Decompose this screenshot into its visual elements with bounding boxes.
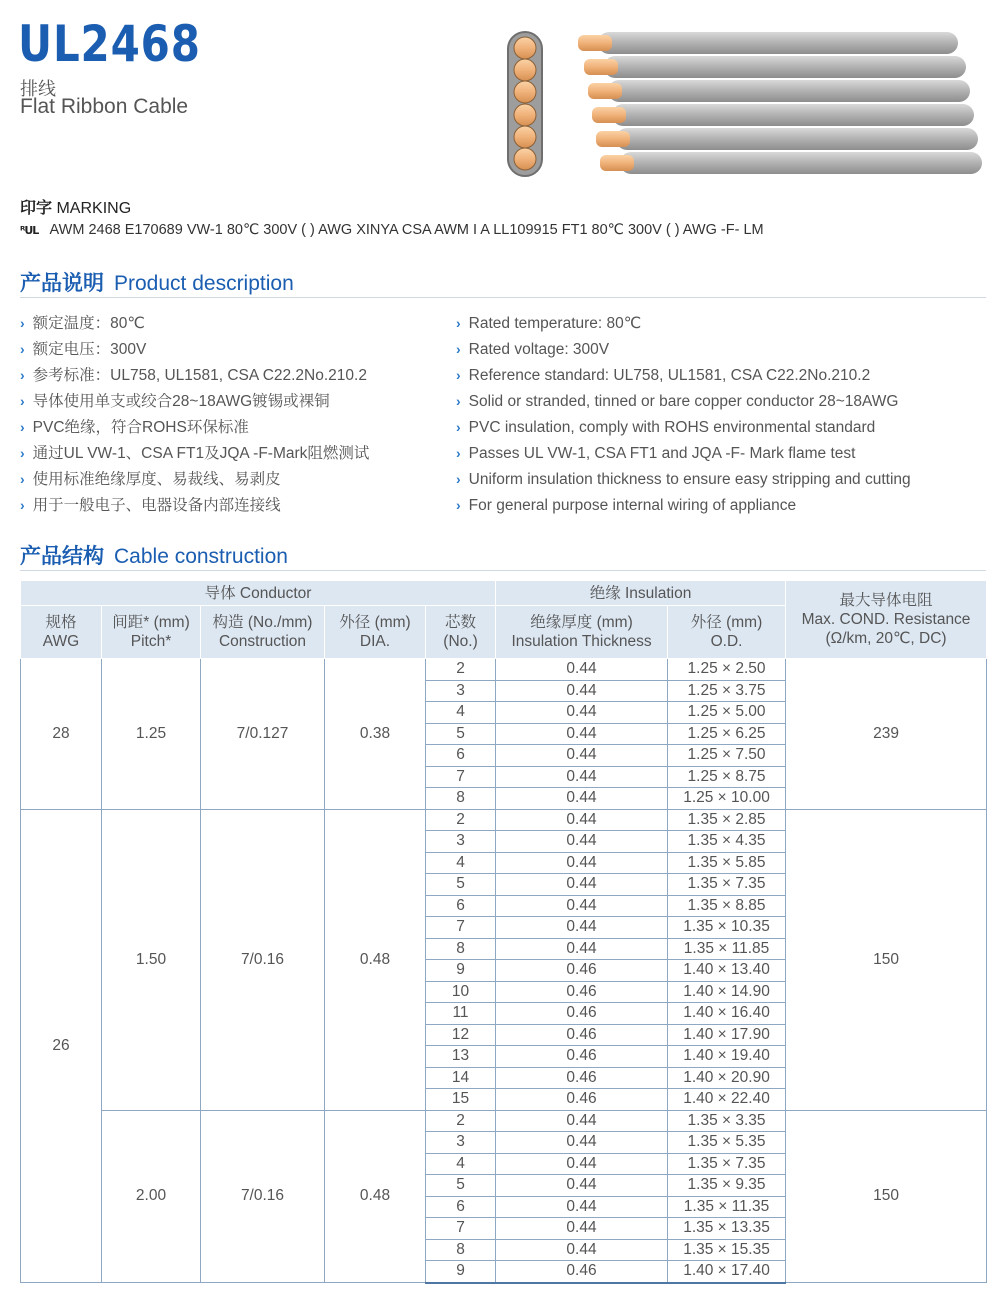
description-item bbox=[456, 362, 911, 388]
no-cell: 2 bbox=[426, 1110, 496, 1132]
thickness-cell: 0.46 bbox=[496, 1024, 668, 1046]
table-row bbox=[21, 809, 987, 831]
group-insulation-header: 绝缘 Insulation bbox=[496, 581, 786, 606]
product-title: UL2468 bbox=[18, 15, 201, 73]
thickness-cell: 0.46 bbox=[496, 1261, 668, 1283]
heading-en: Product description bbox=[114, 272, 294, 295]
construction-cell: 7/0.127 bbox=[201, 659, 325, 810]
description-item bbox=[456, 310, 911, 336]
description-item-text: 使用标准绝缘厚度、易裁线、易剥皮 bbox=[32, 471, 281, 488]
ul-logo-icon: ᴿUL bbox=[20, 224, 39, 237]
thickness-cell: 0.44 bbox=[496, 723, 668, 745]
chevron-right-icon: › bbox=[456, 367, 461, 383]
thickness-cell: 0.46 bbox=[496, 960, 668, 982]
no-cell: 7 bbox=[426, 917, 496, 939]
marking-title-cn: 印字 bbox=[20, 200, 53, 217]
od-cell: 1.25 × 3.75 bbox=[668, 680, 786, 702]
product-subtitle-en: Flat Ribbon Cable bbox=[20, 95, 189, 118]
chevron-right-icon: › bbox=[456, 445, 461, 461]
header-en: O.D. bbox=[710, 633, 743, 650]
od-cell: 1.35 × 7.35 bbox=[668, 874, 786, 896]
awg-cell: 26 bbox=[21, 809, 102, 1283]
thickness-cell: 0.46 bbox=[496, 1089, 668, 1111]
header-cn: 外径 (mm) bbox=[339, 614, 411, 631]
no-cell: 6 bbox=[426, 895, 496, 917]
marking-title bbox=[20, 195, 131, 218]
od-cell: 1.40 × 14.90 bbox=[668, 981, 786, 1003]
od-cell: 1.35 × 5.85 bbox=[668, 852, 786, 874]
thickness-cell: 0.44 bbox=[496, 1153, 668, 1175]
od-cell: 1.35 × 4.35 bbox=[668, 831, 786, 853]
description-item bbox=[20, 388, 369, 414]
chevron-right-icon: › bbox=[20, 367, 25, 383]
heading-en: Cable construction bbox=[114, 545, 288, 568]
thickness-cell: 0.44 bbox=[496, 852, 668, 874]
no-cell: 5 bbox=[426, 1175, 496, 1197]
no-cell: 3 bbox=[426, 1132, 496, 1154]
no-cell: 3 bbox=[426, 680, 496, 702]
thickness-cell: 0.44 bbox=[496, 766, 668, 788]
thickness-cell: 0.44 bbox=[496, 680, 668, 702]
cable-strands-icon bbox=[578, 32, 982, 174]
od-cell: 1.40 × 20.90 bbox=[668, 1067, 786, 1089]
description-item-text: 额定温度：80℃ bbox=[32, 315, 145, 332]
chevron-right-icon: › bbox=[20, 471, 25, 487]
od-cell: 1.35 × 2.85 bbox=[668, 809, 786, 831]
thickness-cell: 0.44 bbox=[496, 1239, 668, 1261]
od-cell: 1.35 × 3.35 bbox=[668, 1110, 786, 1132]
od-cell: 1.40 × 17.40 bbox=[668, 1261, 786, 1283]
heading-cn: 产品结构 bbox=[20, 545, 104, 568]
resistance-cell: 239 bbox=[786, 659, 987, 810]
dia-cell: 0.38 bbox=[325, 659, 426, 810]
awg-cell: 28 bbox=[21, 659, 102, 810]
thickness-cell: 0.46 bbox=[496, 1067, 668, 1089]
cross-section-icon bbox=[508, 32, 542, 176]
description-item-text: PVC insulation, comply with ROHS environmental standard bbox=[468, 419, 876, 436]
header-en: AWG bbox=[42, 633, 80, 650]
product-subtitle-cn: 排线 bbox=[20, 79, 56, 99]
no-cell: 8 bbox=[426, 938, 496, 960]
od-cell: 1.25 × 2.50 bbox=[668, 659, 786, 681]
construction-table bbox=[20, 580, 987, 1284]
od-header bbox=[668, 606, 786, 659]
pitch-cell: 1.25 bbox=[102, 659, 201, 810]
chevron-right-icon: › bbox=[456, 497, 461, 513]
no-cell: 11 bbox=[426, 1003, 496, 1025]
description-item bbox=[20, 414, 369, 440]
marking-text: AWM 2468 E170689 VW-1 80℃ 300V ( ) AWG XINYA CSA AWM I A LL109915 FT1 80℃ 300V ( ) AWG -F- LM bbox=[49, 222, 764, 238]
description-item bbox=[456, 336, 911, 362]
cable-construction-heading bbox=[20, 540, 986, 571]
chevron-right-icon: › bbox=[20, 315, 25, 331]
no-cell: 6 bbox=[426, 1196, 496, 1218]
od-cell: 1.25 × 10.00 bbox=[668, 788, 786, 810]
no-cell: 9 bbox=[426, 960, 496, 982]
description-list-cn bbox=[20, 310, 369, 518]
description-item-text: Passes UL VW-1, CSA FT1 and JQA -F- Mark flame test bbox=[468, 445, 856, 462]
no-cell: 13 bbox=[426, 1046, 496, 1068]
od-cell: 1.35 × 10.35 bbox=[668, 917, 786, 939]
description-item bbox=[456, 466, 911, 492]
awg-header bbox=[21, 606, 102, 659]
od-cell: 1.35 × 15.35 bbox=[668, 1239, 786, 1261]
no-cell: 2 bbox=[426, 809, 496, 831]
product-description-heading bbox=[20, 267, 986, 298]
no-cell: 3 bbox=[426, 831, 496, 853]
description-item-text: 用于一般电子、电器设备内部连接线 bbox=[32, 497, 281, 514]
description-item-text: 导体使用单支或绞合28~18AWG镀锡或裸铜 bbox=[32, 393, 330, 410]
description-item-text: 通过UL VW-1、CSA FT1及JQA -F-Mark阻燃测试 bbox=[32, 445, 370, 462]
chevron-right-icon: › bbox=[20, 419, 25, 435]
od-cell: 1.35 × 11.35 bbox=[668, 1196, 786, 1218]
chevron-right-icon: › bbox=[20, 393, 25, 409]
od-cell: 1.35 × 8.85 bbox=[668, 895, 786, 917]
description-item bbox=[456, 440, 911, 466]
thickness-cell: 0.44 bbox=[496, 1218, 668, 1240]
construction-cell: 7/0.16 bbox=[201, 809, 325, 1110]
od-cell: 1.35 × 7.35 bbox=[668, 1153, 786, 1175]
description-item bbox=[20, 310, 369, 336]
no-cell: 14 bbox=[426, 1067, 496, 1089]
heading-cn: 产品说明 bbox=[20, 272, 104, 295]
od-cell: 1.40 × 22.40 bbox=[668, 1089, 786, 1111]
no-cell: 6 bbox=[426, 745, 496, 767]
header-cn: 芯数 bbox=[445, 614, 477, 631]
no-cell: 8 bbox=[426, 788, 496, 810]
thickness-cell: 0.44 bbox=[496, 874, 668, 896]
thickness-cell: 0.46 bbox=[496, 1046, 668, 1068]
resistance-header bbox=[786, 581, 987, 659]
table-row bbox=[21, 1110, 987, 1132]
description-item-text: Uniform insulation thickness to ensure easy stripping and cutting bbox=[468, 471, 911, 488]
od-cell: 1.35 × 13.35 bbox=[668, 1218, 786, 1240]
no-cell: 5 bbox=[426, 874, 496, 896]
resistance-cell: 150 bbox=[786, 809, 987, 1110]
od-cell: 1.35 × 5.35 bbox=[668, 1132, 786, 1154]
od-cell: 1.40 × 13.40 bbox=[668, 960, 786, 982]
chevron-right-icon: › bbox=[456, 471, 461, 487]
no-cell: 2 bbox=[426, 659, 496, 681]
marking-title-en: MARKING bbox=[56, 200, 132, 217]
thickness-cell: 0.44 bbox=[496, 895, 668, 917]
description-item bbox=[20, 492, 369, 518]
header-cn: 外径 (mm) bbox=[690, 614, 763, 631]
chevron-right-icon: › bbox=[456, 393, 461, 409]
thickness-cell: 0.44 bbox=[496, 1110, 668, 1132]
no-cell: 7 bbox=[426, 766, 496, 788]
chevron-right-icon: › bbox=[456, 341, 461, 357]
header-en: Construction bbox=[218, 633, 306, 650]
pitch-cell: 1.50 bbox=[102, 809, 201, 1110]
thickness-cell: 0.46 bbox=[496, 1003, 668, 1025]
header-en: Insulation Thickness bbox=[511, 633, 652, 650]
thickness-cell: 0.44 bbox=[496, 702, 668, 724]
thickness-cell: 0.44 bbox=[496, 917, 668, 939]
resistance-header-unit: (Ω/km, 20℃, DC) bbox=[825, 630, 947, 647]
thickness-cell: 0.44 bbox=[496, 1132, 668, 1154]
table-row bbox=[21, 659, 987, 681]
header-en: DIA. bbox=[359, 633, 391, 650]
no-cell: 4 bbox=[426, 1153, 496, 1175]
marking-text-line bbox=[20, 222, 764, 238]
no-cell: 10 bbox=[426, 981, 496, 1003]
description-item bbox=[456, 414, 911, 440]
header-cn: 间距* (mm) bbox=[112, 614, 190, 631]
construction-table-body bbox=[21, 659, 987, 1283]
description-item-text: Rated temperature: 80℃ bbox=[468, 315, 642, 332]
dia-cell: 0.48 bbox=[325, 809, 426, 1110]
thickness-cell: 0.44 bbox=[496, 1175, 668, 1197]
chevron-right-icon: › bbox=[20, 497, 25, 513]
resistance-header-cn: 最大导体电阻 bbox=[839, 592, 933, 609]
description-item-text: Rated voltage: 300V bbox=[468, 341, 610, 358]
dia-cell: 0.48 bbox=[325, 1110, 426, 1283]
description-item bbox=[456, 492, 911, 518]
resistance-cell: 150 bbox=[786, 1110, 987, 1283]
thickness-cell: 0.44 bbox=[496, 831, 668, 853]
description-item-text: For general purpose internal wiring of appliance bbox=[468, 497, 797, 514]
no-cell: 15 bbox=[426, 1089, 496, 1111]
header-en: (No.) bbox=[443, 633, 478, 650]
no-cell: 5 bbox=[426, 723, 496, 745]
thickness-cell: 0.44 bbox=[496, 659, 668, 681]
header-cn: 规格 bbox=[45, 614, 77, 631]
construction-cell: 7/0.16 bbox=[201, 1110, 325, 1283]
construction-header bbox=[201, 606, 325, 659]
thickness-cell: 0.46 bbox=[496, 981, 668, 1003]
header-cn: 构造 (No./mm) bbox=[212, 614, 313, 631]
chevron-right-icon: › bbox=[20, 341, 25, 357]
description-list-en bbox=[456, 310, 911, 518]
thickness-cell: 0.44 bbox=[496, 809, 668, 831]
thickness-cell: 0.44 bbox=[496, 745, 668, 767]
od-cell: 1.25 × 7.50 bbox=[668, 745, 786, 767]
description-item-text: Solid or stranded, tinned or bare copper conductor 28~18AWG bbox=[468, 393, 899, 410]
od-cell: 1.40 × 16.40 bbox=[668, 1003, 786, 1025]
description-item bbox=[20, 362, 369, 388]
description-item bbox=[20, 336, 369, 362]
chevron-right-icon: › bbox=[20, 445, 25, 461]
description-item bbox=[456, 388, 911, 414]
dia-header bbox=[325, 606, 426, 659]
flat-ribbon-cable-illustration bbox=[500, 28, 990, 183]
thickness-cell: 0.44 bbox=[496, 938, 668, 960]
od-cell: 1.25 × 6.25 bbox=[668, 723, 786, 745]
pitch-header bbox=[102, 606, 201, 659]
od-cell: 1.35 × 9.35 bbox=[668, 1175, 786, 1197]
no-cell: 12 bbox=[426, 1024, 496, 1046]
no-cell: 9 bbox=[426, 1261, 496, 1283]
od-cell: 1.25 × 8.75 bbox=[668, 766, 786, 788]
od-cell: 1.40 × 19.40 bbox=[668, 1046, 786, 1068]
chevron-right-icon: › bbox=[456, 419, 461, 435]
description-item-text: 额定电压：300V bbox=[32, 341, 147, 358]
chevron-right-icon: › bbox=[456, 315, 461, 331]
description-item bbox=[20, 466, 369, 492]
description-item-text: 参考标准：UL758, UL1581, CSA C22.2No.210.2 bbox=[32, 367, 367, 384]
no-cell: 8 bbox=[426, 1239, 496, 1261]
description-item bbox=[20, 440, 369, 466]
no-cell: 7 bbox=[426, 1218, 496, 1240]
header-en: Pitch* bbox=[130, 633, 172, 650]
od-cell: 1.35 × 11.85 bbox=[668, 938, 786, 960]
pitch-cell: 2.00 bbox=[102, 1110, 201, 1283]
header-cn: 绝缘厚度 (mm) bbox=[530, 614, 633, 631]
thickness-header bbox=[496, 606, 668, 659]
resistance-header-en: Max. COND. Resistance bbox=[801, 611, 971, 628]
od-cell: 1.25 × 5.00 bbox=[668, 702, 786, 724]
thickness-cell: 0.44 bbox=[496, 788, 668, 810]
description-item-text: Reference standard: UL758, UL1581, CSA C22.2No.210.2 bbox=[468, 367, 871, 384]
description-item-text: PVC绝缘，符合ROHS环保标准 bbox=[32, 419, 249, 436]
thickness-cell: 0.44 bbox=[496, 1196, 668, 1218]
no-header bbox=[426, 606, 496, 659]
no-cell: 4 bbox=[426, 852, 496, 874]
group-conductor-header: 导体 Conductor bbox=[21, 581, 496, 606]
od-cell: 1.40 × 17.90 bbox=[668, 1024, 786, 1046]
no-cell: 4 bbox=[426, 702, 496, 724]
